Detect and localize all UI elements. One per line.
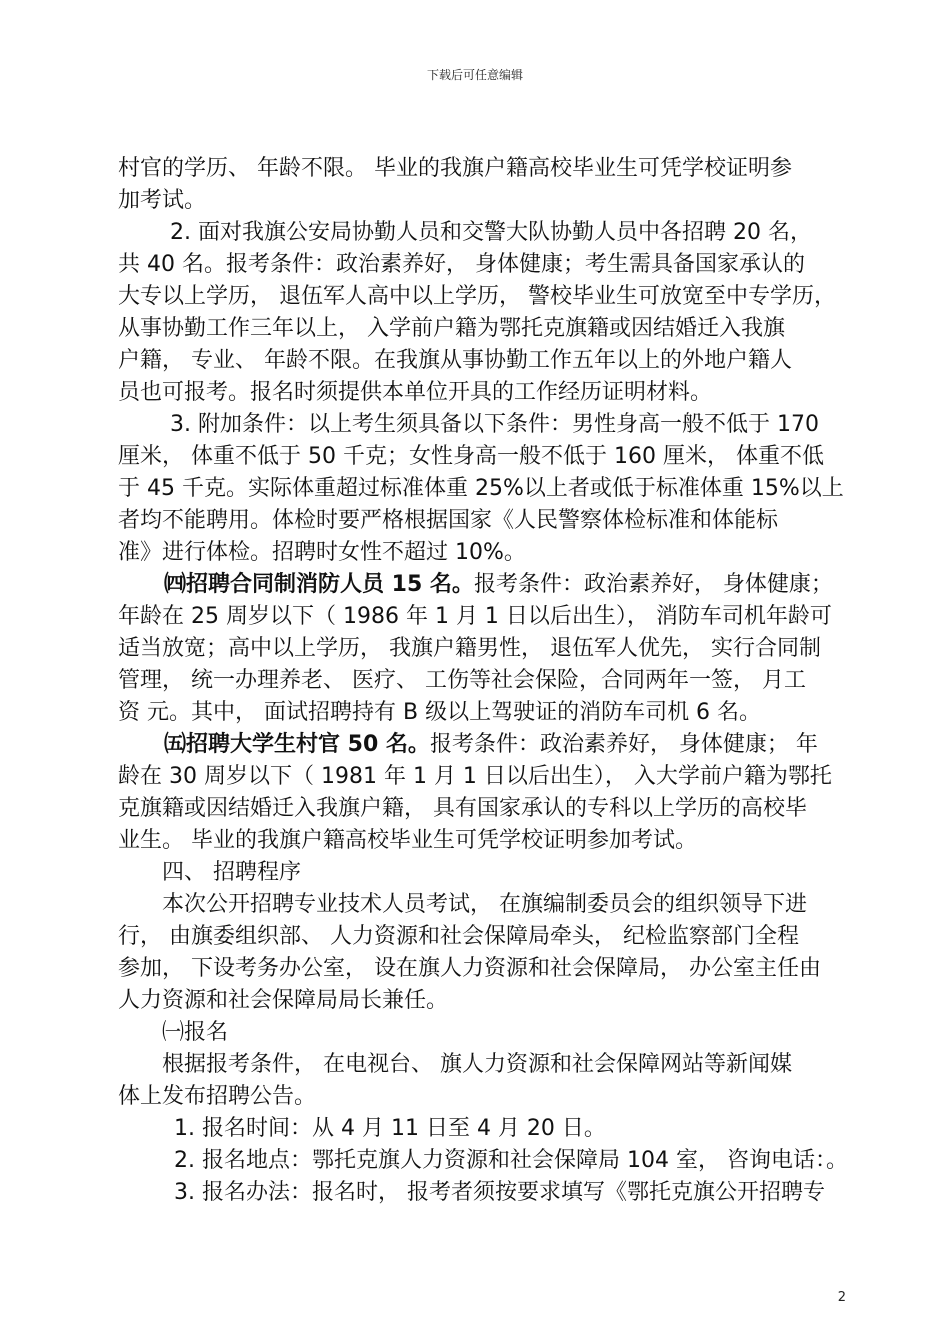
text-line bbox=[118, 569, 846, 601]
text-line: 龄在 30 周岁以下（ 1981 年 1 月 1 日以后出生）， 入大学前户籍为鄂托 bbox=[118, 764, 832, 789]
text-line: 于 45 千克。实际体重超过标准体重 25%以上者或低于标准体重 15%以上 bbox=[118, 476, 844, 501]
text-line: 从事协勤工作三年以上， 入学前户籍为鄂托克旗籍或因结婚迁入我旗 bbox=[118, 316, 785, 341]
section-heading-fire-staff: ㈣招聘合同制消防人员 15 名。 bbox=[164, 572, 474, 597]
text-line bbox=[118, 729, 846, 761]
text-line: 适当放宽；高中以上学历， 我旗户籍男性， 退伍军人优先， 实行合同制 bbox=[118, 636, 821, 661]
section-heading-village-officials: ㈤招聘大学生村官 50 名。 bbox=[164, 732, 430, 757]
section-heading-procedure: 四、 招聘程序 bbox=[162, 860, 301, 885]
text-line: 参加， 下设考务办公室， 设在旗人力资源和社会保障局， 办公室主任由 bbox=[118, 956, 821, 981]
subsection-heading-registration: ㈠报名 bbox=[162, 1020, 229, 1045]
text-line: 者均不能聘用。体检时要严格根据国家《人民警察体检标准和体能标 bbox=[118, 508, 779, 533]
text-line: 人力资源和社会保障局局长兼任。 bbox=[118, 988, 449, 1013]
page-number: 2 bbox=[837, 1290, 846, 1305]
document-body bbox=[118, 153, 846, 1209]
text-line: 村官的学历、 年龄不限。 毕业的我旗户籍高校毕业生可凭学校证明参 bbox=[118, 156, 792, 181]
text-line: 年龄在 25 周岁以下（ 1986 年 1 月 1 日以后出生）， 消防车司机年龄可 bbox=[118, 604, 832, 629]
text-span: 报考条件：政治素养好， 身体健康； bbox=[473, 572, 833, 597]
text-line: 员也可报考。报名时须提供本单位开具的工作经历证明材料。 bbox=[118, 380, 713, 405]
text-line: 2. 面对我旗公安局协勤人员和交警大队协勤人员中各招聘 20 名， bbox=[170, 220, 812, 245]
text-line: 户籍， 专业、 年龄不限。在我旗从事协勤工作五年以上的外地户籍人 bbox=[118, 348, 792, 373]
text-line: 3. 附加条件：以上考生须具备以下条件：男性身高一般不低于 170 bbox=[170, 412, 819, 437]
text-line: 共 40 名。报考条件：政治素养好， 身体健康；考生需具备国家承认的 bbox=[118, 252, 805, 277]
text-line: 管理， 统一办理养老、 医疗、 工伤等社会保险，合同两年一签， 月工 bbox=[118, 668, 806, 693]
list-item: 2. 报名地点：鄂托克旗人力资源和社会保障局 104 室， 咨询电话：。 bbox=[174, 1148, 848, 1173]
text-line: 准》进行体检。招聘时女性不超过 10%。 bbox=[118, 540, 526, 565]
text-line: 本次公开招聘专业技术人员考试， 在旗编制委员会的组织领导下进 bbox=[162, 892, 807, 917]
text-line: 大专以上学历， 退伍军人高中以上学历， 警校毕业生可放宽至中专学历， bbox=[118, 284, 836, 309]
text-span: 报考条件：政治素养好， 身体健康； 年 bbox=[429, 732, 818, 757]
text-line: 资 元。其中， 面试招聘持有 B 级以上驾驶证的消防车司机 6 名。 bbox=[118, 700, 762, 725]
text-line: 厘米， 体重不低于 50 千克；女性身高一般不低于 160 厘米， 体重不低 bbox=[118, 444, 824, 469]
page-header: 下载后可任意编辑 bbox=[426, 68, 523, 82]
text-line: 加考试。 bbox=[118, 188, 207, 213]
list-item: 1. 报名时间：从 4 月 11 日至 4 月 20 日。 bbox=[174, 1116, 606, 1141]
text-line: 体上发布招聘公告。 bbox=[118, 1084, 317, 1109]
list-item: 3. 报名办法：报名时， 报考者须按要求填写《鄂托克旗公开招聘专 bbox=[174, 1180, 825, 1205]
text-line: 业生。 毕业的我旗户籍高校毕业生可凭学校证明参加考试。 bbox=[118, 828, 697, 853]
text-line: 克旗籍或因结婚迁入我旗户籍， 具有国家承认的专科以上学历的高校毕 bbox=[118, 796, 807, 821]
text-line: 根据报考条件， 在电视台、 旗人力资源和社会保障网站等新闻媒 bbox=[162, 1052, 792, 1077]
text-line: 行， 由旗委组织部、 人力资源和社会保障局牵头， 纪检监察部门全程 bbox=[118, 924, 799, 949]
